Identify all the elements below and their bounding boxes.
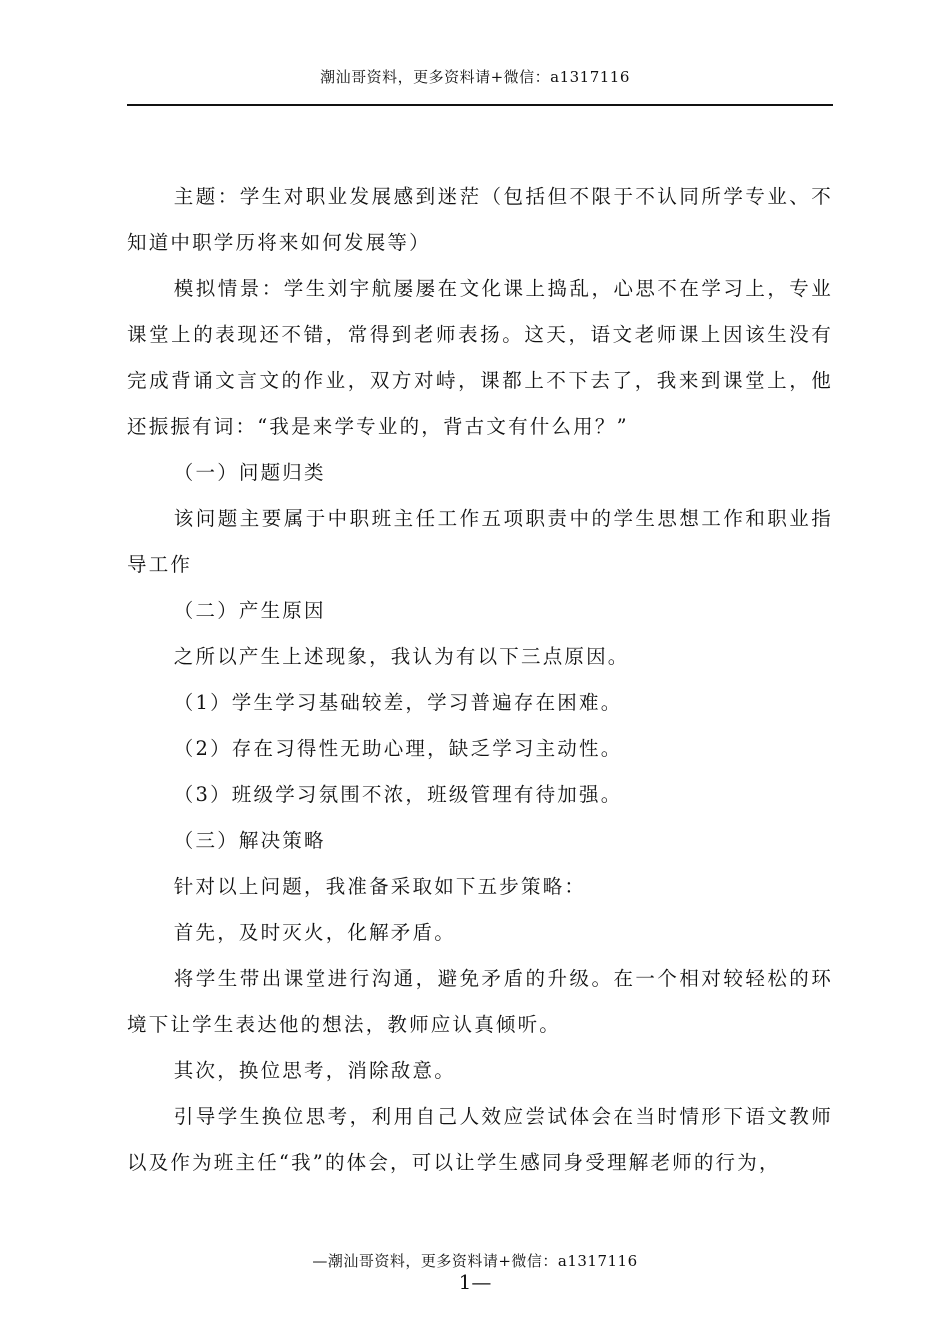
header-divider <box>127 104 833 106</box>
document-body <box>127 174 833 1186</box>
list-item-cause-3: （3）班级学习氛围不浓，班级管理有待加强。 <box>173 783 623 806</box>
page-footer: —潮汕哥资料，更多资料请+微信：a1317116 <box>312 1252 638 1270</box>
section-heading-strategy: （三）解决策略 <box>173 829 326 852</box>
strategy-step-2-text: 引导学生换位思考，利用自己人效应尝试体会在当时情形下语文教师以及作为班主任“我”的体会，可以让学生感同身受理解老师的行为， <box>127 1105 833 1174</box>
paragraph-theme: 主题：学生对职业发展感到迷茫（包括但不限于不认同所学专业、不知道中职学历将来如何发展等） <box>127 185 833 254</box>
paragraph-causes-intro: 之所以产生上述现象，我认为有以下三点原因。 <box>173 645 630 668</box>
section-heading-causes: （二）产生原因 <box>173 599 326 622</box>
paragraph-scenario: 模拟情景：学生刘宇航屡屡在文化课上捣乱，心思不在学习上，专业课堂上的表现还不错，常得到老师表扬。这天，语文老师课上因该生没有完成背诵文言文的作业，双方对峙，课都上不下去了，我来到课堂上，他还振振有词：“我是来学专业的，背古文有什么用？” <box>127 277 833 438</box>
page-number: 1— <box>458 1270 492 1294</box>
strategy-step-1-title: 首先，及时灭火，化解矛盾。 <box>173 921 456 944</box>
strategy-step-2-title: 其次，换位思考，消除敌意。 <box>173 1059 456 1082</box>
paragraph-strategy-intro: 针对以上问题，我准备采取如下五步策略： <box>173 875 587 898</box>
page-header: 潮汕哥资料，更多资料请+微信：a1317116 <box>320 68 630 86</box>
strategy-step-1-text: 将学生带出课堂进行沟通，避免矛盾的升级。在一个相对较轻松的环境下让学生表达他的想法，教师应认真倾听。 <box>127 967 833 1036</box>
list-item-cause-1: （1）学生学习基础较差，学习普遍存在困难。 <box>173 691 623 714</box>
section-heading-problem-category: （一）问题归类 <box>173 461 326 484</box>
paragraph-problem-category: 该问题主要属于中职班主任工作五项职责中的学生思想工作和职业指导工作 <box>127 507 833 576</box>
list-item-cause-2: （2）存在习得性无助心理，缺乏学习主动性。 <box>173 737 623 760</box>
